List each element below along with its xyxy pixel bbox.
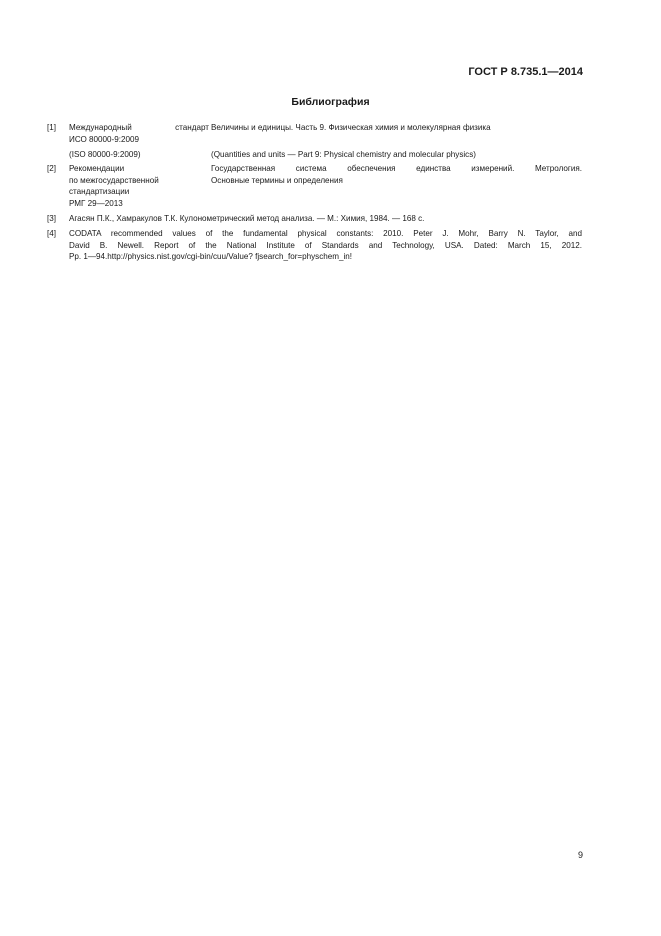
entry-text-line: Pp. 1—94.http://physics.nist.gov/cgi-bin/cuu/Value? fjsearch_for=physchem_in! xyxy=(69,252,353,262)
entry-number: [2] xyxy=(47,164,56,173)
entry-title xyxy=(211,163,582,186)
entry-title-line: Основные термины и определения xyxy=(211,175,343,185)
entry-source-line: Рекомендации xyxy=(69,164,125,173)
entry-source-line: по межгосударственной xyxy=(69,175,159,185)
document-code: ГОСТ Р 8.735.1—2014 xyxy=(468,66,583,78)
entry-source xyxy=(69,163,209,210)
entry-source-line: Международный стандарт xyxy=(69,123,209,132)
entry-number: [4] xyxy=(47,229,56,238)
entry-text-line: David B. Newell. Report of the National Institute of Standards and Technology, USA. Dated: March 15, 2012. xyxy=(69,240,582,250)
entry-source-original: (ISO 80000-9:2009) xyxy=(69,150,141,159)
entry-source-line: РМГ 29—2013 xyxy=(69,199,123,209)
entry-title: Величины и единицы. Часть 9. Физическая химия и молекулярная физика xyxy=(211,123,491,132)
entry-source-line: ИСО 80000-9:2009 xyxy=(69,134,139,144)
entry-source xyxy=(69,122,209,145)
entry-title-line: Государственная система обеспечения единства измерений. Метрология. xyxy=(211,164,582,173)
page-number: 9 xyxy=(577,850,583,860)
entry-text: Агасян П.К., Хамракулов Т.К. Кулонометрический метод анализа. — М.: Химия, 1984. — 168 с. xyxy=(69,214,425,223)
entry-text xyxy=(69,228,582,263)
bibliography-title: Библиография xyxy=(291,96,370,108)
entry-title-original: (Quantities and units — Part 9: Physical chemistry and molecular physics) xyxy=(211,150,476,159)
entry-source-line: стандартизации xyxy=(69,187,130,197)
entry-text-line: CODATA recommended values of the fundamental physical constants: 2010. Peter J. Mohr, Barry N. Taylor, and xyxy=(69,229,582,238)
entry-number: [1] xyxy=(47,123,56,132)
entry-number: [3] xyxy=(47,214,56,223)
